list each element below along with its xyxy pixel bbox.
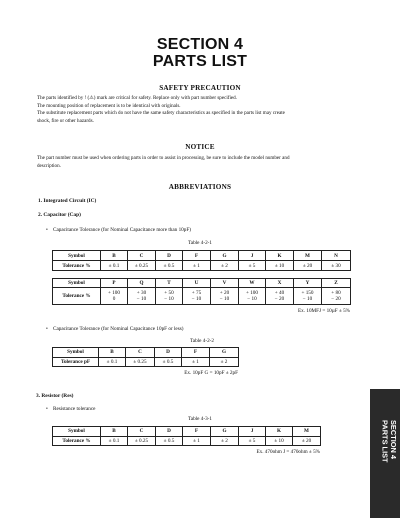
tolerance-table-4-3-1 xyxy=(52,426,321,446)
bullet-capacitance-small xyxy=(46,326,183,332)
table-cell: G xyxy=(210,348,239,358)
bullet-icon: • xyxy=(46,406,48,412)
section-number: SECTION 4 xyxy=(156,36,244,53)
tolerance-upper: + 80 xyxy=(331,290,341,296)
table-header-cell: Symbol xyxy=(53,251,101,261)
tolerance-upper: + 150 xyxy=(301,290,314,296)
table-cell: ± 1 xyxy=(183,261,211,271)
tolerance-table-4-2-1-b xyxy=(52,278,351,305)
table-cell: ± 20 xyxy=(294,261,322,271)
table-cell: ± 1 xyxy=(183,436,211,446)
safety-text xyxy=(37,95,363,125)
table-cell: ± 0.5 xyxy=(155,357,182,367)
bullet-label: Capacitance Tolerance (for Nominal Capacitance 10pF or less) xyxy=(53,326,184,332)
abbreviations-heading: ABBREVIATIONS xyxy=(168,183,232,191)
bullet-capacitance-large xyxy=(46,227,191,233)
tolerance-upper: + 20 xyxy=(219,290,230,296)
page-title: PARTS LIST xyxy=(152,53,248,70)
table-cell: B xyxy=(99,348,126,358)
table-cell: ± 0.5 xyxy=(156,436,183,446)
tolerance-lower: − 10 xyxy=(191,296,202,302)
table-cell: F xyxy=(182,348,210,358)
bullet-label: Resistance tolerance xyxy=(53,406,96,412)
table-cell: ± 0.25 xyxy=(126,357,155,367)
item-resistor: 3. Resistor (Res) xyxy=(36,393,74,399)
table-cell xyxy=(183,288,211,305)
tolerance-lower: − 20 xyxy=(331,296,341,302)
tolerance-lower: − 10 xyxy=(219,296,230,302)
table-row-symbols xyxy=(53,427,321,437)
table-cell: C xyxy=(126,348,155,358)
table-cell: N xyxy=(322,251,351,261)
table-cell: C xyxy=(128,251,156,261)
tolerance-lower: 0 xyxy=(112,296,116,302)
tolerance-upper: + 30 xyxy=(136,290,147,296)
bullet-icon: • xyxy=(46,326,48,332)
table-caption: Table 4-2-1 xyxy=(188,240,212,246)
table-cell: U xyxy=(183,279,211,288)
table-cell: ± 0.25 xyxy=(128,261,156,271)
table-cell: K xyxy=(266,251,294,261)
table-cell: G xyxy=(211,427,239,437)
table-cell: F xyxy=(183,427,211,437)
table-cell: ± 5 xyxy=(239,436,266,446)
table-cell: Y xyxy=(294,279,322,288)
table-cell: ± 1 xyxy=(182,357,210,367)
table-cell: K xyxy=(266,427,293,437)
table-cell: ± 2 xyxy=(211,261,239,271)
notice-line: The part number must be used when ordering parts in order to assist in processing, be sure to include the model number and xyxy=(37,155,290,161)
bullet-resistance xyxy=(46,406,96,412)
table-cell: Q xyxy=(128,279,156,288)
bullet-label: Capacitance Tolerance (for Nominal Capacitance more than 10pF) xyxy=(53,227,191,233)
tolerance-lower: − 10 xyxy=(136,296,147,302)
table-caption: Table 4-2-2 xyxy=(190,338,214,344)
table-cell: ± 0.1 xyxy=(101,436,128,446)
safety-line: The mounting position of replacement is to be identical with originals. xyxy=(37,102,181,109)
tolerance-upper: + 100 xyxy=(245,290,258,296)
tolerance-upper: + 40 xyxy=(274,290,285,296)
tolerance-lower: − 10 xyxy=(247,296,257,302)
tolerance-lower: − 20 xyxy=(274,296,285,302)
bullet-icon: • xyxy=(46,227,48,233)
table-cell xyxy=(156,288,183,305)
table-cell: ± 0.25 xyxy=(128,436,156,446)
table-header-cell: Symbol xyxy=(53,348,99,358)
table-cell: G xyxy=(211,251,239,261)
notice-heading: NOTICE xyxy=(185,143,215,151)
table-cell: ± 2 xyxy=(210,357,239,367)
table-header-cell: Tolerance pF xyxy=(53,357,99,367)
side-tab-line: SECTION 4 xyxy=(389,420,398,460)
tolerance-upper: + 75 xyxy=(191,290,202,296)
notice-text xyxy=(37,155,363,170)
table-cell xyxy=(211,288,239,305)
table-cell: ± 10 xyxy=(266,436,293,446)
tolerance-table-4-2-2 xyxy=(52,347,239,367)
table-cell: ± 10 xyxy=(266,261,294,271)
table-cell: ± 2 xyxy=(211,436,239,446)
table-row-values xyxy=(53,288,351,305)
item-integrated-circuit: 1. Integrated Circuit (IC) xyxy=(38,198,97,204)
side-tab-line: PARTS LIST xyxy=(380,420,390,463)
table-cell: ± 5 xyxy=(239,261,266,271)
safety-line: shock, fire or other hazards. xyxy=(37,117,94,124)
table-cell xyxy=(322,288,351,305)
table-cell xyxy=(128,288,156,305)
table-header-cell: Tolerance % xyxy=(53,261,101,271)
table-header-cell: Symbol xyxy=(53,427,101,437)
table-cell: X xyxy=(266,279,294,288)
table-row-values xyxy=(53,436,321,446)
table-cell: B xyxy=(101,251,128,261)
example-note: Ex. 10MFJ = 10µF ± 5% xyxy=(298,308,350,314)
item-capacitor: 2. Capacitor (Cap) xyxy=(38,212,81,218)
table-cell: P xyxy=(101,279,128,288)
safety-heading: SAFETY PRECAUTION xyxy=(159,84,241,92)
table-cell: M xyxy=(294,251,322,261)
table-row-values xyxy=(53,357,239,367)
tolerance-lower: − 10 xyxy=(164,296,174,302)
table-cell: J xyxy=(239,251,266,261)
example-note: Ex. 10pF G = 10pF ± 2pF xyxy=(184,370,238,376)
table-cell xyxy=(266,288,294,305)
table-cell: C xyxy=(128,427,156,437)
tolerance-upper: + 50 xyxy=(164,290,174,296)
table-cell: ± 30 xyxy=(322,261,351,271)
tolerance-upper: + 100 xyxy=(107,290,120,296)
table-cell: B xyxy=(101,427,128,437)
tolerance-lower: − 10 xyxy=(302,296,313,302)
table-caption: Table 4-3-1 xyxy=(188,416,212,422)
safety-line: The substitute replacement parts which do not have the same safety characteristics as specified in the parts list may create xyxy=(37,110,285,117)
table-row-symbols xyxy=(53,279,351,288)
table-cell: ± 20 xyxy=(293,436,321,446)
table-cell: M xyxy=(293,427,321,437)
table-cell: T xyxy=(156,279,183,288)
table-cell xyxy=(239,288,266,305)
table-cell: ± 0.5 xyxy=(156,261,183,271)
table-cell xyxy=(101,288,128,305)
table-header-cell: Tolerance % xyxy=(53,288,101,305)
side-tab-label xyxy=(373,420,397,490)
table-cell: J xyxy=(239,427,266,437)
safety-line: The parts identified by ! (⚠) mark are critical for safety. Replace only with part number specified. xyxy=(37,95,237,101)
table-cell: D xyxy=(156,427,183,437)
table-cell: D xyxy=(155,348,182,358)
table-row-symbols xyxy=(53,348,239,358)
table-cell: W xyxy=(239,279,266,288)
table-cell xyxy=(294,288,322,305)
notice-line: description. xyxy=(37,162,61,169)
table-cell: D xyxy=(156,251,183,261)
table-cell: F xyxy=(183,251,211,261)
table-header-cell: Symbol xyxy=(53,279,101,288)
table-row-values xyxy=(53,261,351,271)
example-note: Ex. 470ohm J = 470ohm ± 5% xyxy=(256,449,320,455)
table-cell: V xyxy=(211,279,239,288)
table-header-cell: Tolerance % xyxy=(53,436,101,446)
table-cell: Z xyxy=(322,279,351,288)
tolerance-table-4-2-1-a xyxy=(52,250,351,271)
table-cell: ± 0.1 xyxy=(99,357,126,367)
table-row-symbols xyxy=(53,251,351,261)
table-cell: ± 0.1 xyxy=(101,261,128,271)
